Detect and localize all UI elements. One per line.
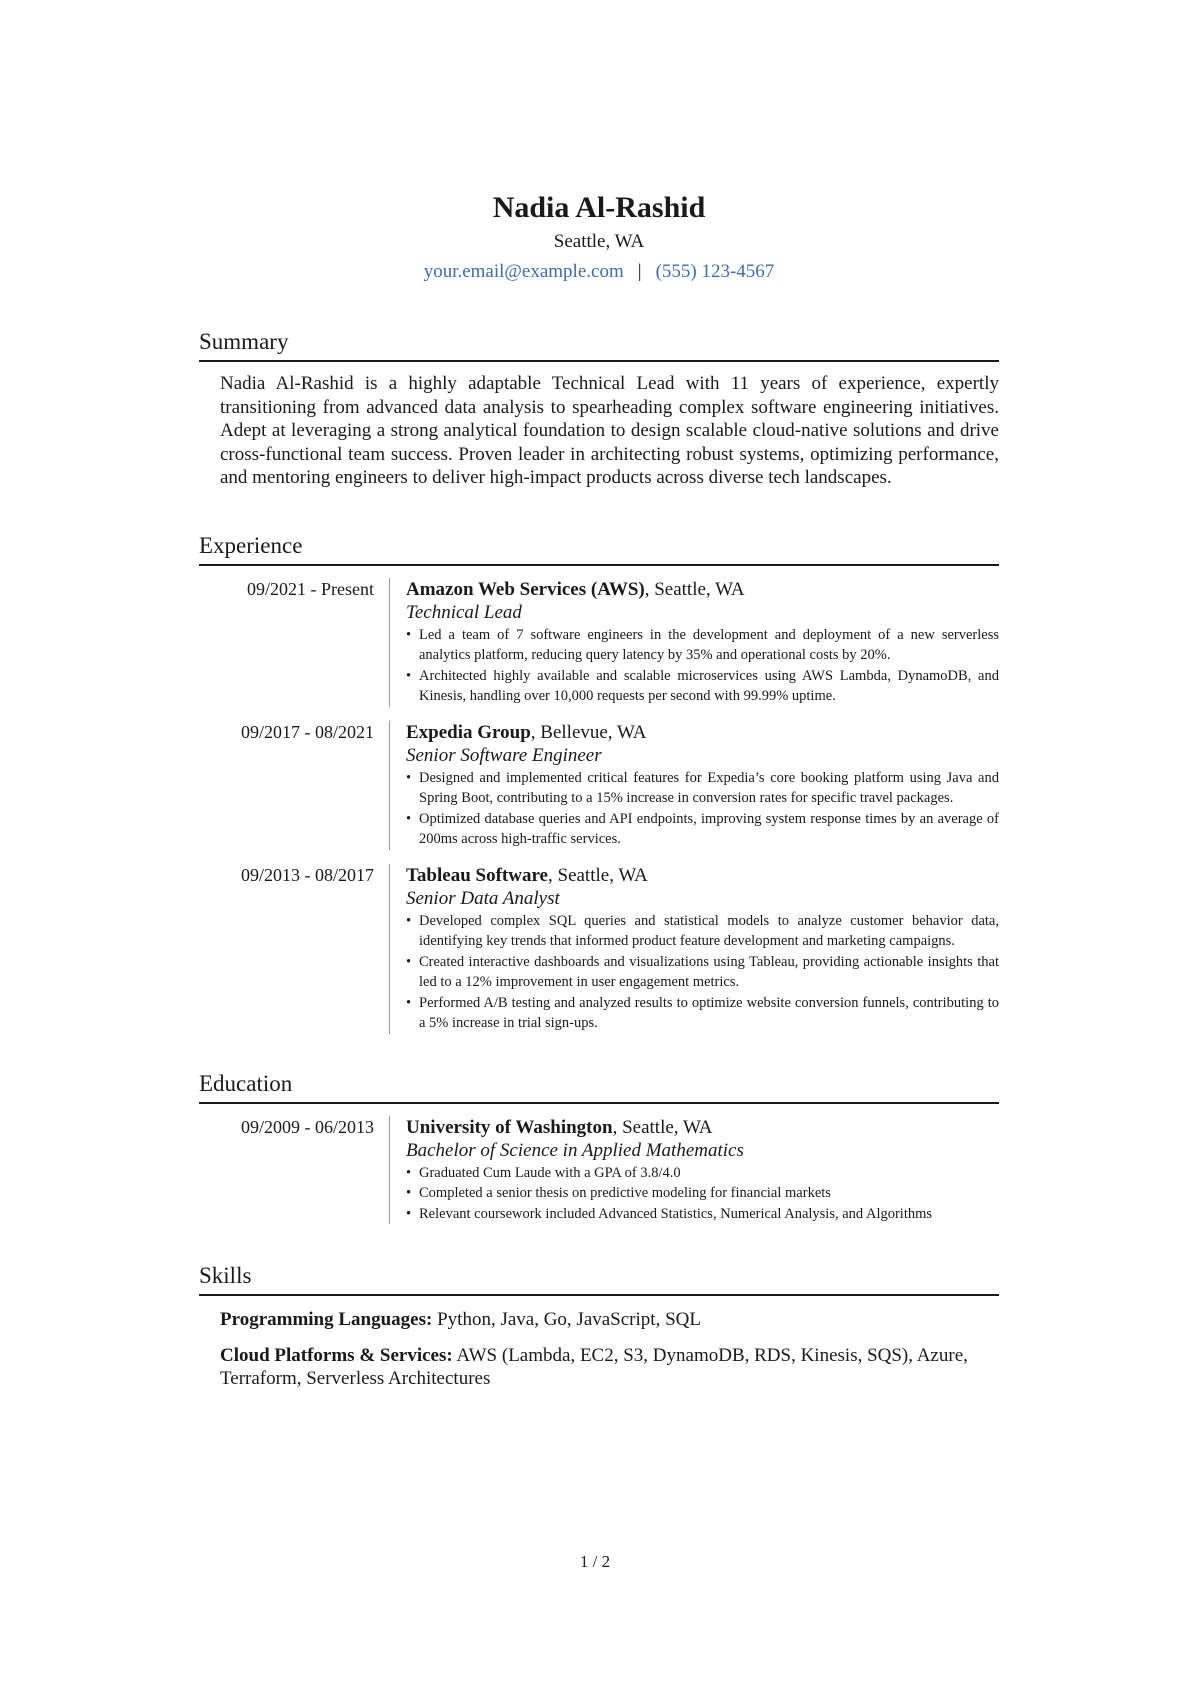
- bullet-item: • Architected highly available and scalable microservices using AWS Lambda, DynamoDB, and Kinesis, handling over 10,000 requests per second with 99.99% uptime.: [406, 666, 999, 707]
- candidate-name: Nadia Al-Rashid: [492, 191, 706, 224]
- experience-entry: [199, 578, 999, 707]
- skill-value: Python, Java, Go, JavaScript, SQL: [432, 1309, 701, 1330]
- bullet-item: • Graduated Cum Laude with a GPA of 3.8/4.0: [406, 1163, 999, 1184]
- bullet-item: • Designed and implemented critical features for Expedia’s core booking platform using Java and Spring Boot, contributing to a 15% increase in conversion rates for specific travel packages.: [406, 768, 999, 809]
- skills-section: [199, 1262, 999, 1391]
- skills-list: [220, 1308, 999, 1391]
- organization-location: , Seattle, WA: [548, 864, 648, 886]
- page-number: 1 / 2: [579, 1552, 611, 1571]
- bullet-item: • Led a team of 7 software engineers in the development and deployment of a new serverless analytics platform, reducing query latency by 35% and operational costs by 20%.: [406, 625, 999, 666]
- education-entries: [199, 1116, 999, 1225]
- organization-name: Expedia Group: [406, 721, 531, 743]
- entry-date: 09/2017 - 08/2021: [199, 721, 390, 850]
- section-title-summary: Summary: [199, 328, 999, 362]
- entry-date: 09/2021 - Present: [199, 578, 390, 707]
- skill-label: Programming Languages:: [220, 1309, 433, 1330]
- skill-label: Cloud Platforms & Services:: [220, 1344, 453, 1366]
- skill-row: [220, 1344, 999, 1391]
- experience-entries: [199, 578, 999, 1034]
- skill-row: [220, 1308, 999, 1332]
- organization-location: , Bellevue, WA: [530, 721, 647, 743]
- role-title: Senior Software Engineer: [406, 744, 602, 766]
- candidate-location: Seattle, WA: [553, 231, 645, 252]
- organization-name: Amazon Web Services (AWS): [406, 578, 645, 600]
- experience-entry: [199, 864, 999, 1034]
- entry-body: [390, 578, 999, 707]
- bullet-list: [406, 768, 999, 850]
- bullet-list: [406, 1163, 999, 1225]
- role-title: Bachelor of Science in Applied Mathematics: [406, 1139, 744, 1161]
- section-title-experience: Experience: [199, 532, 999, 566]
- organization-line: [406, 578, 999, 601]
- section-title-skills: Skills: [199, 1262, 999, 1296]
- skill-value: AWS (Lambda, EC2, S3, DynamoDB, RDS, Kinesis, SQS), Azure, Terraform, Serverless Architectures: [220, 1344, 968, 1389]
- bullet-item: • Performed A/B testing and analyzed results to optimize website conversion funnels, contributing to a 5% increase in trial sign-ups.: [406, 993, 999, 1034]
- bullet-list: [406, 625, 999, 707]
- bullet-item: • Optimized database queries and API endpoints, improving system response times by an average of 200ms across high-traffic services.: [406, 809, 999, 850]
- resume-content: [199, 190, 999, 1403]
- experience-section: [199, 532, 999, 1034]
- bullet-item: • Created interactive dashboards and visualizations using Tableau, providing actionable insights that led to a 12% improvement in user engagement metrics.: [406, 952, 999, 993]
- organization-name: Tableau Software: [406, 864, 548, 886]
- education-section: [199, 1070, 999, 1225]
- section-title-education: Education: [199, 1070, 999, 1104]
- bullet-item: • Relevant coursework included Advanced Statistics, Numerical Analysis, and Algorithms: [406, 1204, 999, 1225]
- role-title: Senior Data Analyst: [406, 887, 560, 909]
- entry-body: [390, 721, 999, 850]
- bullet-item: • Completed a senior thesis on predictive modeling for financial markets: [406, 1183, 999, 1204]
- resume-header: [199, 190, 999, 284]
- organization-line: [406, 721, 999, 744]
- bullet-list: [406, 911, 999, 1034]
- entry-date: 09/2009 - 06/2013: [199, 1116, 390, 1225]
- phone-link[interactable]: (555) 123-4567: [655, 261, 775, 282]
- contact-separator: |: [637, 261, 642, 282]
- summary-section: [199, 328, 999, 490]
- email-link[interactable]: your.email@example.com: [423, 261, 624, 282]
- summary-text: Nadia Al-Rashid is a highly adaptable Technical Lead with 11 years of experience, expertly transitioning from advanced data analysis to spearheading complex software engineering initiatives. Adept at leveraging a strong analytical foundation to design scalable cloud-native solutions and drive cross-functional team success. Proven leader in architecting robust systems, optimizing performance, and mentoring engineers to deliver high-impact products across diverse tech landscapes.: [220, 373, 999, 488]
- entry-body: [390, 864, 999, 1034]
- bullet-item: • Developed complex SQL queries and statistical models to analyze customer behavior data, identifying key trends that informed product feature development and marketing campaigns.: [406, 911, 999, 952]
- experience-entry: [199, 721, 999, 850]
- role-title: Technical Lead: [406, 601, 522, 623]
- entry-body: [390, 1116, 999, 1225]
- contact-line: [199, 260, 999, 284]
- entry-date: 09/2013 - 08/2017: [199, 864, 390, 1034]
- education-entry: [199, 1116, 999, 1225]
- organization-location: , Seattle, WA: [612, 1116, 713, 1138]
- organization-name: University of Washington: [406, 1116, 613, 1138]
- organization-line: [406, 864, 999, 887]
- organization-line: [406, 1116, 999, 1139]
- organization-location: , Seattle, WA: [644, 578, 745, 600]
